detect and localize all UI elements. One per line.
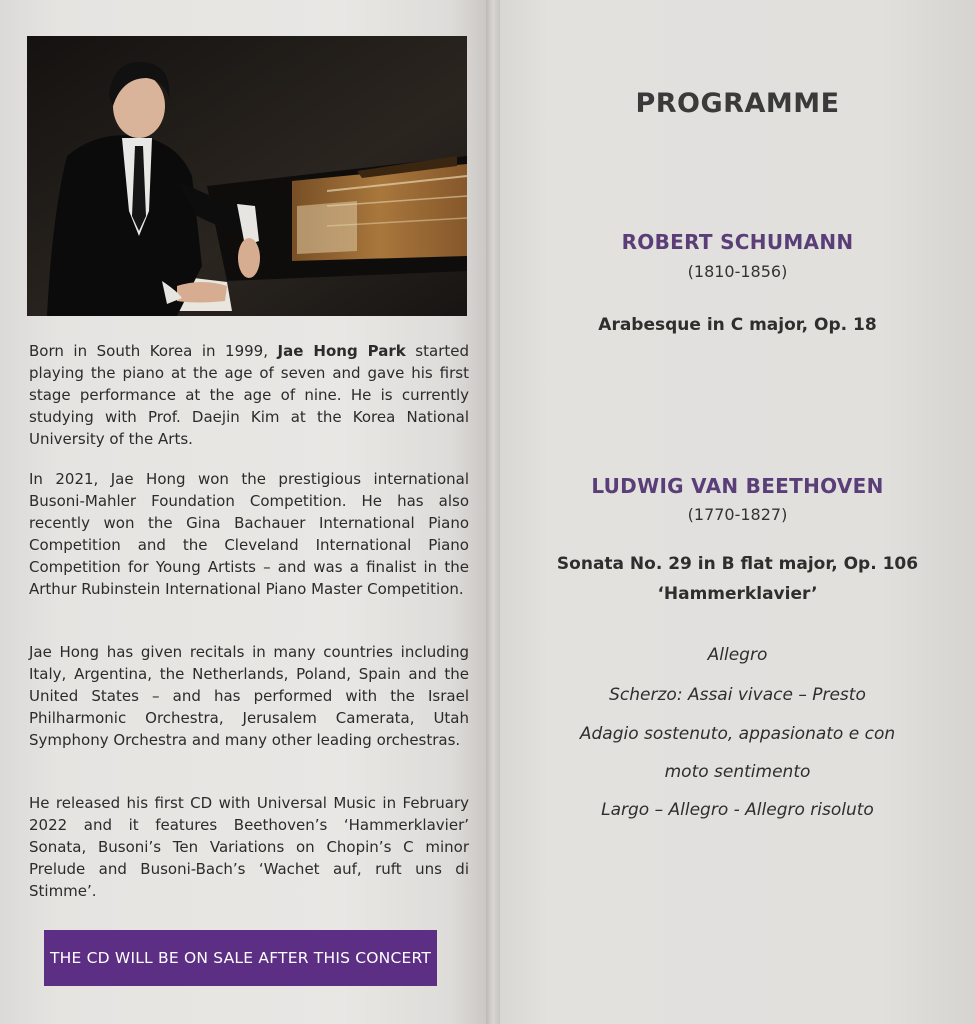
bio-paragraph-1 [29, 340, 469, 450]
bio-paragraph-4 [29, 792, 469, 902]
cd-sale-banner: THE CD WILL BE ON SALE AFTER THIS CONCERT [44, 930, 437, 986]
work-title-beethoven: Sonata No. 29 in B flat major, Op. 106 [556, 554, 919, 574]
composer-dates-beethoven: (1770-1827) [687, 505, 788, 524]
movement-item: moto sentimento [664, 762, 811, 782]
movement-item: Largo – Allegro - Allegro risoluto [601, 800, 874, 820]
bio-cd-text: He released his first CD with Universal Music in February 2022 and it features Beethoven’s ‘Hammerklavier’ Sonata, Busoni’s Ten Variations on Chopin’s C minor Prelude and Busoni-Bach’s ‘Wachet auf, ruft uns di Stimme’. [29, 794, 469, 900]
movement-item: Scherzo: Assai vivace – Presto [609, 685, 866, 705]
programme-title: PROGRAMME [635, 88, 840, 119]
bio-competitions-text: In 2021, Jae Hong won the prestigious international Busoni-Mahler Foundation Competition. He has also recently won the Gina Bachauer International Piano Competition and the Cleveland International Piano Competition for Young Artists – and was a finalist in the Arthur Rubinstein International Piano Master Competition. [29, 470, 469, 598]
movement-item: Adagio sostenuto, appasionato e con [579, 724, 896, 744]
composer-name-beethoven: LUDWIG VAN BEETHOVEN [591, 474, 884, 498]
bio-rest-text: started playing the piano at the age of seven and gave his first stage performance at the age of nine. He is currently studying with Prof. Daejin Kim at the Korea National University of the Arts. [29, 342, 469, 448]
work-subtitle-beethoven: ‘Hammerklavier’ [657, 584, 818, 604]
bio-recitals-text: Jae Hong has given recitals in many countries including Italy, Argentina, the Netherlands, Poland, Spain and the United States – and has performed with the Israel Philharmonic Orchestra, Jerusalem Camerata, Utah Symphony Orchestra and many other leading orchestras. [29, 643, 469, 749]
pianist-photo [27, 36, 467, 316]
bio-intro-text: Born in South Korea in 1999, [29, 342, 278, 360]
composer-name-schumann: ROBERT SCHUMANN [621, 230, 854, 254]
bio-paragraph-2 [29, 468, 469, 600]
bio-paragraph-3 [29, 641, 469, 751]
movement-item: Allegro [707, 645, 768, 665]
composer-dates-schumann: (1810-1856) [687, 262, 788, 281]
artist-name: Jae Hong Park [277, 342, 406, 360]
work-title-schumann: Arabesque in C major, Op. 18 [598, 315, 877, 335]
